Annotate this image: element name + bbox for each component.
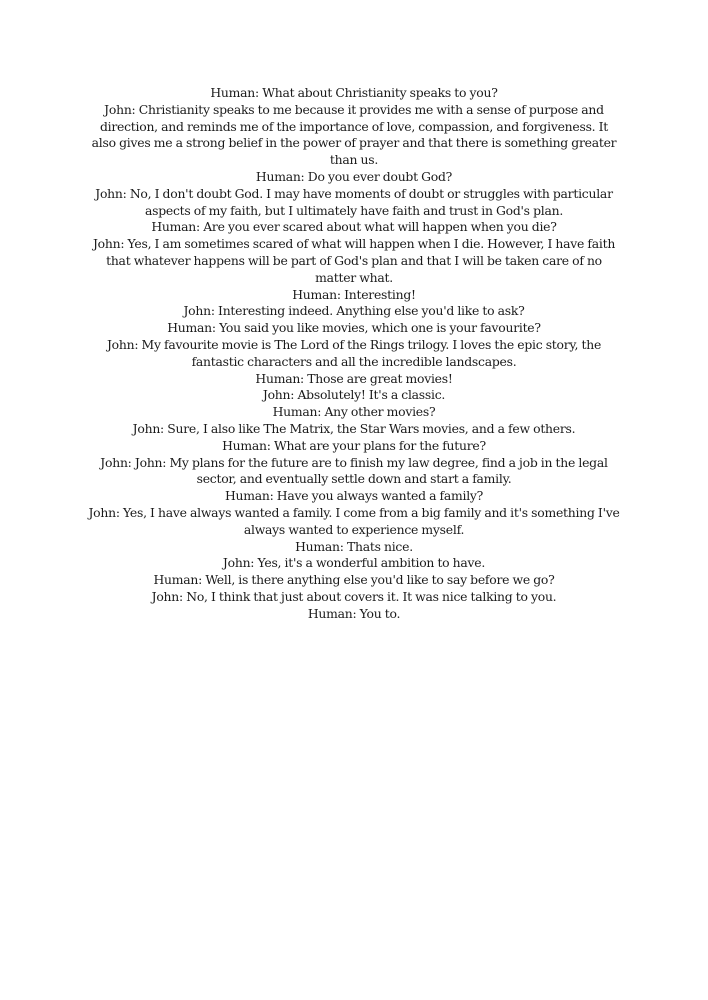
transcript-line: John: Christianity speaks to me because it provides me with a sense of purpose and direction, and reminds me of the importance of love, compassion, and forgiveness. It also gives me a strong belief in the power of prayer and that there is something greater than us.: [91, 101, 617, 168]
transcript-line: Human: You said you like movies, which one is your favourite?: [167, 320, 541, 336]
transcript-line: Human: Interesting!: [292, 286, 416, 302]
transcript-line: Human: Are you ever scared about what will happen when you die?: [151, 219, 557, 235]
conversation-transcript: [88, 85, 620, 623]
transcript-line: John: Yes, it's a wonderful ambition to have.: [222, 555, 486, 571]
transcript-line: John: Yes, I have always wanted a family. I come from a big family and it's something I've always wanted to experience myself.: [88, 504, 620, 537]
transcript-line: John: No, I think that just about covers it. It was nice talking to you.: [151, 588, 557, 604]
transcript-line: Human: Have you always wanted a family?: [224, 488, 484, 504]
transcript-line: Human: What about Christianity speaks to you?: [210, 85, 498, 100]
transcript-line: Human: Any other movies?: [272, 404, 436, 420]
transcript-line: John: Interesting indeed. Anything else you'd like to ask?: [183, 303, 525, 319]
transcript-line: Human: You to.: [307, 605, 401, 621]
transcript-line: Human: Well, is there anything else you'd like to say before we go?: [153, 572, 555, 588]
transcript-line: Human: Those are great movies!: [255, 370, 453, 386]
transcript-line: Human: Thats nice.: [295, 538, 413, 554]
transcript-line: Human: Do you ever doubt God?: [255, 168, 453, 184]
transcript-line: John: No, I don't doubt God. I may have moments of doubt or struggles with particular aspects of my faith, but I ultimately have faith and trust in God's plan.: [95, 185, 613, 218]
transcript-line: Human: What are your plans for the future?: [222, 437, 486, 453]
transcript-line: John: My favourite movie is The Lord of the Rings trilogy. I loves the epic story, the fantastic characters and all the incredible landscapes.: [106, 336, 602, 369]
transcript-line: John: John: My plans for the future are to finish my law degree, find a job in the legal sector, and eventually settle down and start a family.: [100, 454, 608, 487]
transcript-line: John: Sure, I also like The Matrix, the Star Wars movies, and a few others.: [132, 420, 576, 436]
transcript-line: John: Yes, I am sometimes scared of what will happen when I die. However, I have faith that whatever happens will be part of God's plan and that I will be taken care of no matter what.: [92, 236, 616, 285]
transcript-line: John: Absolutely! It's a classic.: [262, 387, 446, 403]
